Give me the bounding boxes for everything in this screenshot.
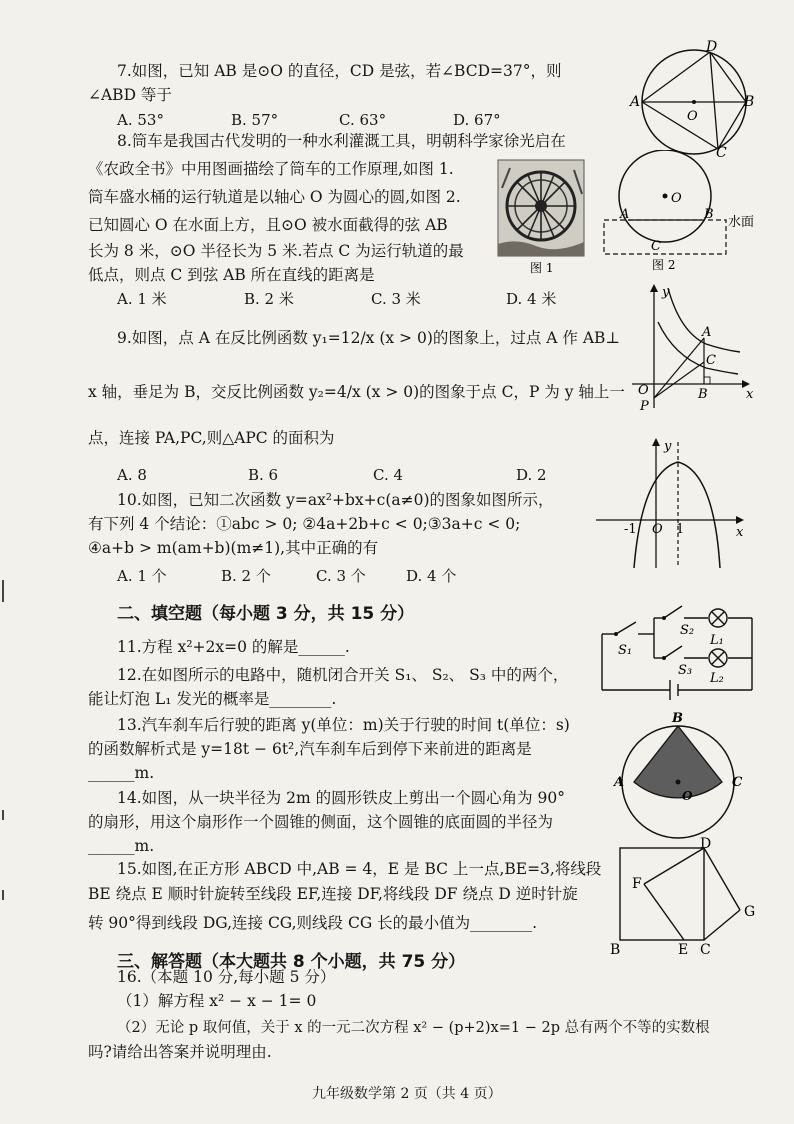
q9-label-a: A [702, 325, 712, 340]
q9-label-b: B [698, 387, 708, 402]
q9-label-p: P [640, 399, 649, 414]
q15-line1: 15.如图,在正方形 ABCD 中,AB = 4，E 是 BC 上一点,BE=3,将线段 [117, 860, 602, 878]
q8-water-label: 水面 [728, 215, 755, 230]
q7-line1: 7.如图，已知 AB 是⊙O 的直径，CD 是弦，若∠BCD=37°，则 [117, 62, 562, 80]
q8-option-a: A. 1 米 [117, 290, 167, 308]
q8-line1: 8.筒车是我国古代发明的一种水利灌溉工具，明朝科学家徐光启在 [117, 132, 566, 150]
q12-line2: 能让灯泡 L₁ 发光的概率是________. [88, 690, 337, 708]
q12-circuit-figure [598, 600, 758, 704]
q16-head: 16.（本题 10 分,每小题 5 分） [117, 968, 336, 986]
q10-line1: 10.如图，已知二次函数 y=ax²+bx+c(a≠0)的图象如图所示， [117, 491, 554, 509]
q14-label-b: B [672, 711, 683, 726]
section-fill-in: 二、填空题（每小题 3 分，共 15 分） [117, 604, 415, 624]
q8-line6: 低点，则点 C 到弦 AB 所在直线的距离是 [88, 266, 375, 284]
q14-line2: 的扇形，用这个扇形作一个圆锥的侧面，这个圆锥的底面圆的半径为 [88, 813, 554, 831]
q8-option-d: D. 4 米 [506, 290, 557, 308]
q9-option-a: A. 8 [117, 466, 147, 484]
q13-line3: ______m. [88, 764, 155, 782]
q12-label-s3: S₃ [678, 663, 693, 678]
q10-axis-y: y [664, 439, 672, 454]
q8-label-a: A [620, 207, 630, 222]
q14-label-a: A [614, 775, 625, 790]
page-footer: 九年级数学第 2 页（共 4 页） [312, 1086, 502, 1102]
section-solutions: 三、解答题（本大题共 8 个小题，共 75 分） [117, 952, 466, 972]
q7-option-b: B. 57° [231, 111, 279, 129]
q14-line1: 14.如图，从一块半径为 2m 的圆形铁皮上剪出一个圆心角为 90° [117, 789, 565, 807]
q14-label-c: C [732, 775, 743, 790]
q15-label-f: F [632, 876, 642, 892]
q15-line3: 转 90°得到线段 DG,连接 CG,则线段 CG 长的最小值为________. [88, 914, 538, 932]
q8-fig2-caption: 图 2 [652, 258, 676, 272]
q15-label-g: G [744, 904, 756, 920]
q15-label-c: C [700, 942, 711, 958]
q7-option-d: D. 67° [453, 111, 501, 129]
q12-line1: 12.在如图所示的电路中，随机闭合开关 S₁、 S₂、 S₃ 中的两个， [117, 666, 569, 684]
q8-label-b: B [704, 207, 714, 222]
q15-label-e: E [678, 942, 689, 958]
q9-option-d: D. 2 [516, 466, 547, 484]
q10-line3: ④a+b > m(am+b)(m≠1),其中正确的有 [88, 539, 379, 557]
q7-label-b: B [744, 94, 755, 110]
q7-label-c: C [716, 145, 727, 158]
q10-option-a: A. 1 个 [117, 567, 167, 585]
q12-label-s2: S₂ [680, 623, 695, 638]
q16-part2-line1: （2）无论 p 取何值，关于 x 的一元二次方程 x² − (p+2)x=1 − 2p 总有两个不等的实数根 [117, 1020, 710, 1036]
q13-line1: 13.汽车刹车后行驶的距离 y(单位：m)关于行驶的时间 t(单位：s) [117, 716, 570, 734]
q16-part2-line2: 吗?请给出答案并说明理由. [88, 1043, 272, 1061]
q8-label-o: O [671, 191, 682, 206]
binding-mark [2, 890, 8, 900]
q7-label-d: D [706, 40, 718, 55]
q7-line2: ∠ABD 等于 [88, 86, 172, 104]
q12-label-l1: L₁ [710, 633, 724, 648]
q9-option-c: C. 4 [373, 466, 404, 484]
q10-option-b: B. 2 个 [221, 567, 271, 585]
q14-line3: ______m. [88, 837, 155, 855]
binding-mark [2, 580, 10, 602]
q8-line5: 长为 8 米，⊙O 半径长为 5 米.若点 C 为运行轨道的最 [88, 242, 464, 260]
q8-waterwheel-illustration [496, 158, 588, 276]
q13-line2: 的函数解析式是 y=18t − 6t²,汽车刹车后到停下来前进的距离是 [88, 740, 532, 758]
q9-line2: x 轴，垂足为 B，交反比例函数 y₂=4/x (x > 0)的图象于点 C，P 为 y 轴上一 [88, 383, 625, 401]
q9-hyperbola-figure [628, 282, 758, 414]
q10-label-1: 1 [676, 522, 685, 537]
q10-label-neg1: -1 [624, 522, 637, 537]
q8-line3: 筒车盛水桶的运行轨道是以轴心 O 为圆心的圆,如图 2. [88, 188, 461, 206]
q15-label-b: B [610, 942, 621, 958]
q14-label-o: O [682, 789, 693, 803]
q8-line2: 《农政全书》中用图画描绘了筒车的工作原理,如图 1. [88, 160, 454, 178]
q10-option-c: C. 3 个 [316, 567, 366, 585]
q10-line2: 有下列 4 个结论：①abc > 0; ②4a+2b+c < 0;③3a+c < 0; [88, 515, 521, 533]
q15-line2: BE 绕点 E 顺时针旋转至线段 EF,连接 DF,将线段 DF 绕点 D 逆时针旋 [88, 885, 578, 903]
q9-line3: 点，连接 PA,PC,则△APC 的面积为 [88, 429, 335, 447]
q8-circle-water-figure [600, 150, 770, 274]
q7-option-c: C. 63° [339, 111, 387, 129]
binding-mark [2, 810, 8, 820]
q7-label-a: A [630, 94, 641, 110]
q8-option-c: C. 3 米 [371, 290, 421, 308]
q12-label-l2: L₂ [710, 671, 724, 686]
q7-circle-figure [628, 40, 760, 158]
q8-fig1-caption: 图 1 [530, 261, 554, 275]
q9-line1: 9.如图，点 A 在反比例函数 y₁=12/x (x > 0)的图象上，过点 A 作 AB⊥ [117, 329, 621, 347]
q7-option-a: A. 53° [117, 111, 164, 129]
q9-label-o: O [638, 383, 649, 398]
q10-parabola-figure [592, 432, 752, 572]
q9-option-b: B. 6 [248, 466, 279, 484]
q10-axis-x: x [736, 525, 744, 540]
q8-label-c: C [651, 239, 661, 254]
q8-line4: 已知圆心 O 在水面上方，且⊙O 被水面截得的弦 AB [88, 216, 448, 234]
q10-option-d: D. 4 个 [406, 567, 457, 585]
q11: 11.方程 x²+2x=0 的解是______. [117, 638, 350, 656]
q14-sector-figure [612, 708, 750, 844]
q9-axis-x: x [746, 387, 754, 402]
q16-part1: （1）解方程 x² − x − 1= 0 [117, 992, 317, 1010]
q15-square-figure [600, 836, 760, 960]
q9-label-c: C [706, 353, 716, 368]
q12-label-s1: S₁ [618, 643, 633, 658]
q8-option-b: B. 2 米 [244, 290, 294, 308]
q7-label-o: O [687, 109, 698, 124]
q10-label-o: O [652, 522, 663, 537]
q9-axis-y: y [662, 285, 670, 300]
q15-label-d: D [700, 836, 712, 852]
